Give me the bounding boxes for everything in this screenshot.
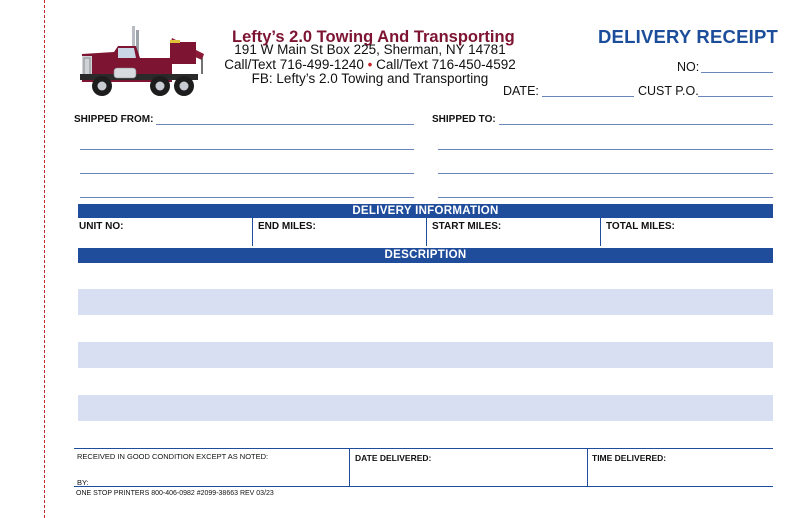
description-row-shaded[interactable] bbox=[78, 395, 773, 421]
shipped-to-line-2[interactable] bbox=[438, 149, 773, 150]
phone-1: Call/Text 716-499-1240 bbox=[224, 57, 364, 72]
cust-po-label: CUST P.O. bbox=[638, 84, 699, 98]
description-header: DESCRIPTION bbox=[78, 248, 773, 263]
company-facebook: FB: Lefty’s 2.0 Towing and Transporting bbox=[251, 71, 489, 86]
perforation-line bbox=[44, 0, 45, 518]
cell-divider bbox=[600, 218, 601, 246]
tow-truck-icon bbox=[74, 24, 214, 104]
shipped-to-line-4[interactable] bbox=[438, 197, 773, 198]
shipped-from-line-4[interactable] bbox=[80, 197, 414, 198]
cell-divider bbox=[426, 218, 427, 246]
phone-2: Call/Text 716-450-4592 bbox=[376, 57, 516, 72]
date-label: DATE: bbox=[503, 84, 539, 98]
cust-po-field[interactable] bbox=[698, 96, 773, 97]
total-miles-label: TOTAL MILES: bbox=[606, 221, 675, 232]
company-address: 191 W Main St Box 225, Sherman, NY 14781 bbox=[234, 42, 506, 57]
shipped-from-label: SHIPPED FROM: bbox=[74, 114, 154, 125]
by-label: BY: bbox=[77, 478, 89, 487]
shipped-to-label: SHIPPED TO: bbox=[432, 114, 496, 125]
shipped-from-line-2[interactable] bbox=[80, 149, 414, 150]
delivery-information-header: DELIVERY INFORMATION bbox=[78, 204, 773, 218]
date-delivered-label: DATE DELIVERED: bbox=[355, 453, 432, 463]
cell-divider bbox=[587, 448, 588, 486]
footer-bottom-rule bbox=[74, 486, 773, 487]
printer-note: ONE STOP PRINTERS 800-406-0982 #2099-38663 REV 03/23 bbox=[76, 490, 274, 497]
shipped-to-line-1[interactable] bbox=[499, 124, 773, 125]
start-miles-label: START MILES: bbox=[432, 221, 502, 232]
receipt-no-field[interactable] bbox=[701, 72, 773, 73]
company-phones bbox=[222, 57, 518, 72]
shipped-from-line-3[interactable] bbox=[80, 173, 414, 174]
end-miles-label: END MILES: bbox=[258, 221, 316, 232]
time-delivered-label: TIME DELIVERED: bbox=[592, 453, 667, 463]
receipt-no-label: NO: bbox=[677, 60, 700, 74]
shipped-to-line-3[interactable] bbox=[438, 173, 773, 174]
company-name: Lefty’s 2.0 Towing And Transporting bbox=[232, 28, 515, 46]
unit-no-label: UNIT NO: bbox=[79, 221, 124, 232]
receipt-title: DELIVERY RECEIPT bbox=[598, 26, 779, 47]
footer-top-rule bbox=[74, 448, 773, 449]
received-condition-label: RECEIVED IN GOOD CONDITION EXCEPT AS NOTED: bbox=[77, 452, 269, 461]
cell-divider bbox=[252, 218, 253, 246]
shipped-from-line-1[interactable] bbox=[156, 124, 414, 125]
date-field[interactable] bbox=[542, 96, 634, 97]
cell-divider bbox=[349, 448, 350, 486]
description-row-shaded[interactable] bbox=[78, 342, 773, 368]
description-row-shaded[interactable] bbox=[78, 289, 773, 315]
phone-separator: • bbox=[367, 57, 373, 72]
